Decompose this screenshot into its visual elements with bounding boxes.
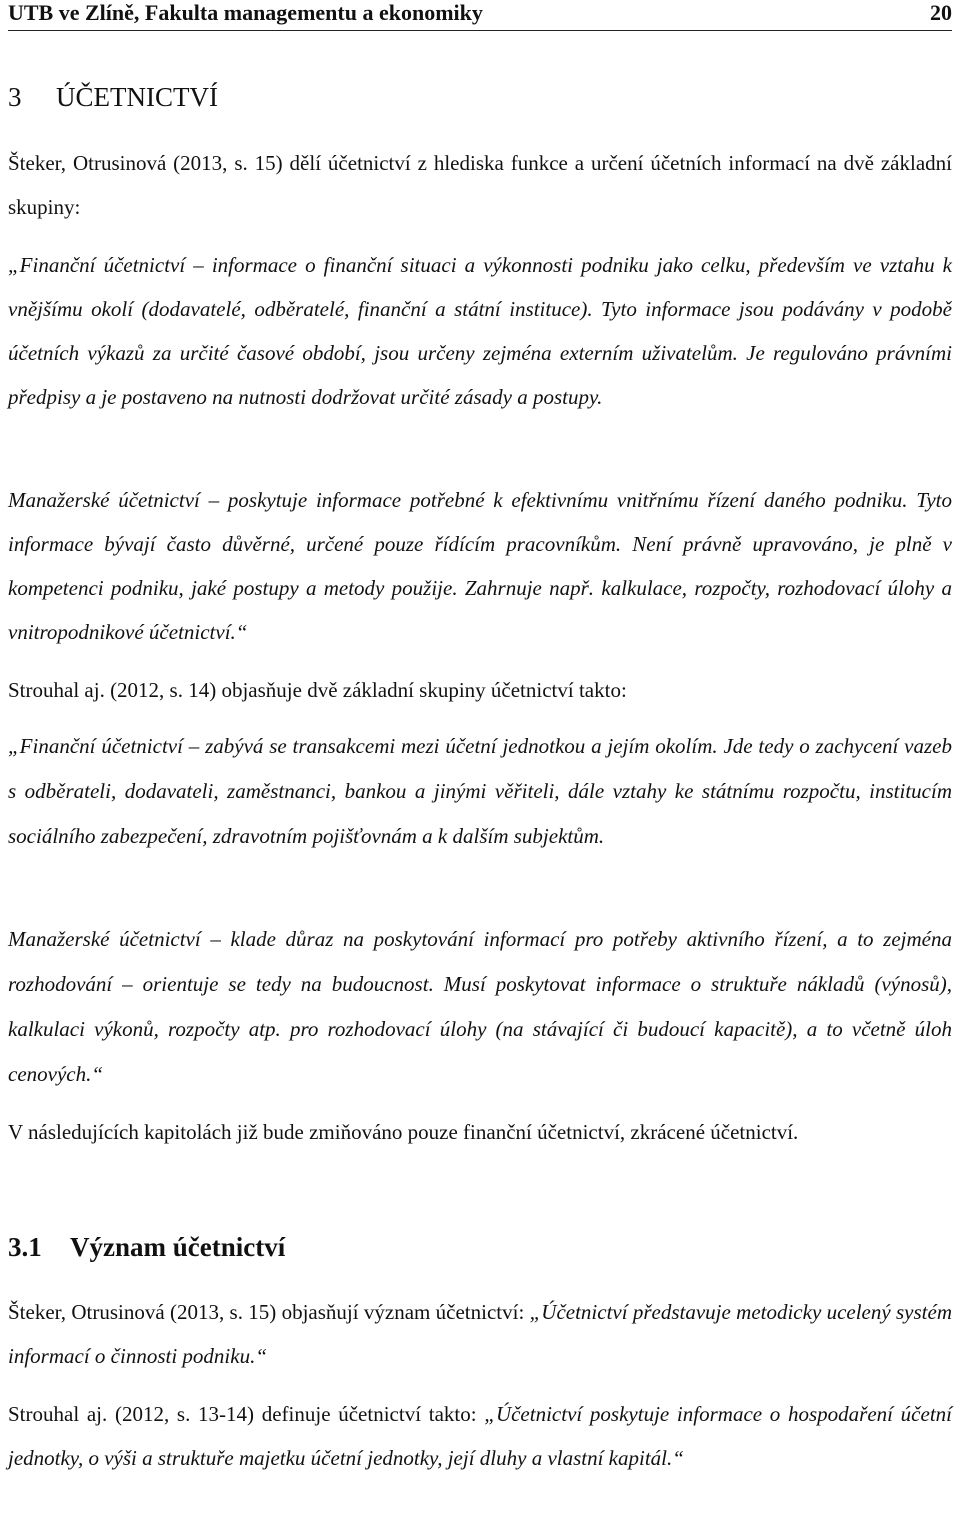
paragraph-importance-quote: „Účetnictví představuje metodicky ucelený systém informací o činnosti podniku.“ (8, 1300, 952, 1368)
paragraph-intro: Šteker, Otrusinová (2013, s. 15) dělí účetnictví z hlediska funkce a určení účetních informací na dvě základní skupiny: (8, 151, 952, 219)
paragraph-importance (8, 1290, 952, 1378)
section-number: 3.1 (8, 1232, 42, 1262)
paragraph-definition (8, 1392, 952, 1480)
quote-financial-accounting-1: „Finanční účetnictví – informace o finanční situaci a výkonnosti podniku jako celku, především ve vztahu k vnějšímu okolí (dodavatelé, odběratelé, finanční a státní instituce). Tyto informace jsou podávány v podobě účetních výkazů za určité časové období, jsou určeny zejména externím uživatelům. Je regulováno právními předpisy a je postaveno na nutnosti dodržovat určité zásady a postupy. (8, 253, 952, 409)
paragraph-importance-intro: Šteker, Otrusinová (2013, s. 15) objasňují význam účetnictví: (8, 1300, 530, 1324)
paragraph-following-chapters: V následujících kapitolách již bude zmiňováno pouze finanční účetnictví, zkrácené účetnictví. (8, 1120, 799, 1144)
chapter-number: 3 (8, 82, 22, 112)
paragraph-definition-quote: „Účetnictví poskytuje informace o hospodaření účetní jednotky, o výši a struktuře majetku účetní jednotky, její dluhy a vlastní kapitál.“ (8, 1402, 952, 1470)
quote-managerial-accounting-1: Manažerské účetnictví – poskytuje informace potřebné k efektivnímu vnitřnímu řízení daného podniku. Tyto informace bývají často důvěrné, určené pouze řídícím pracovníkům. Není právně upravováno, je plně v kompetenci podniku, jaké postupy a metody použije. Zahrnuje např. kalkulace, rozpočty, rozhodovací úlohy a vnitropodnikové účetnictví.“ (8, 488, 952, 644)
paragraph-definition-intro: Strouhal aj. (2012, s. 13-14) definuje účetnictví takto: (8, 1402, 485, 1426)
page-header (8, 0, 952, 31)
chapter-title: ÚČETNICTVÍ (56, 82, 218, 112)
page-number: 20 (930, 0, 952, 25)
quote-managerial-accounting-2: Manažerské účetnictví – klade důraz na poskytování informací pro potřeby aktivního řízení, a to zejména rozhodování – orientuje se tedy na budoucnost. Musí poskytovat informace o struktuře nákladů (výnosů), kalkulaci výkonů, rozpočty atp. pro rozhodovací úlohy (na stávající či budoucí kapacitě), a to včetně úloh cenových.“ (8, 927, 952, 1086)
section-title: Význam účetnictví (70, 1232, 286, 1262)
chapter-heading (8, 80, 218, 114)
header-title: UTB ve Zlíně, Fakulta managementu a ekonomiky (8, 0, 483, 25)
section-heading (8, 1230, 285, 1264)
quote-financial-accounting-2: „Finanční účetnictví – zabývá se transakcemi mezi účetní jednotkou a jejím okolím. Jde tedy o zachycení vazeb s odběrateli, dodavateli, zaměstnanci, bankou a jinými věřiteli, dále vztahy ke státnímu rozpočtu, institucím sociálního zabezpečení, zdravotním pojišťovnám a k dalším subjektům. (8, 734, 952, 848)
paragraph-strouhal: Strouhal aj. (2012, s. 14) objasňuje dvě základní skupiny účetnictví takto: (8, 678, 627, 702)
